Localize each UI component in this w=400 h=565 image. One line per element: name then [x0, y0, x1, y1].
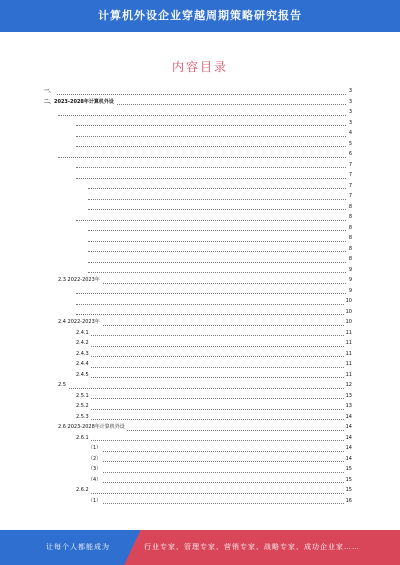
toc-entry-page: 12: [345, 382, 352, 388]
toc-entry-label: 2.4.2: [76, 340, 89, 346]
toc-entry[interactable]: [44, 191, 352, 202]
report-title: 计算机外设企业穿越周期策略研究报告: [98, 9, 302, 22]
toc-entry[interactable]: [44, 370, 352, 381]
toc-entry-page: 4: [348, 130, 352, 136]
toc-entry-page: 7: [348, 182, 352, 189]
toc-entry-label: 2.4.3: [76, 350, 89, 357]
toc-entry[interactable]: [44, 181, 352, 192]
toc-leader-dots: [88, 461, 346, 462]
toc-entry[interactable]: [44, 328, 352, 339]
toc-leader-dots: [88, 472, 346, 473]
toc-entry-page: 11: [345, 361, 352, 367]
toc-entry[interactable]: [44, 317, 352, 328]
toc-entry-page: 3: [348, 88, 352, 94]
toc-entry-page: 10: [345, 319, 352, 325]
toc-entry-page: 7: [348, 193, 352, 199]
toc-entry[interactable]: [44, 244, 352, 255]
toc-entry-label: 一、: [44, 88, 55, 94]
toc-leader-dots: [76, 440, 346, 441]
toc-entry-page: 15: [345, 466, 352, 472]
toc-leader-dots: [76, 377, 346, 378]
table-of-contents: [44, 86, 352, 506]
toc-entry-label: （4）: [88, 476, 102, 483]
toc-entry-page: 11: [345, 371, 352, 378]
toc-entry[interactable]: [44, 349, 352, 360]
toc-entry[interactable]: [44, 443, 352, 454]
toc-leader-dots: [58, 157, 346, 158]
toc-entry-label: 2.5.2: [76, 403, 89, 409]
toc-leader-dots: [88, 451, 346, 452]
toc-entry-page: 8: [348, 256, 352, 262]
toc-entry-label: 2.6.2: [76, 487, 89, 493]
toc-entry-label: 2.4.5: [76, 371, 89, 378]
toc-entry[interactable]: [44, 391, 352, 402]
toc-entry[interactable]: [44, 86, 352, 97]
toc-leader-dots: [76, 293, 346, 294]
toc-entry-page: 14: [345, 413, 352, 420]
toc-entry-label: 2.6 2023-2028年计算机外设: [58, 424, 125, 430]
toc-entry[interactable]: [44, 380, 352, 391]
toc-entry-page: 14: [345, 455, 352, 462]
toc-leader-dots: [76, 304, 346, 305]
toc-entry[interactable]: [44, 338, 352, 349]
toc-entry-page: 11: [345, 350, 352, 357]
toc-entry-page: 14: [345, 424, 352, 430]
toc-entry-page: 3: [348, 119, 352, 126]
toc-entry-page: 9: [348, 287, 352, 294]
toc-entry-page: 5: [348, 140, 352, 147]
toc-entry[interactable]: [44, 275, 352, 286]
toc-entry-page: 8: [348, 235, 352, 241]
toc-leader-dots: [76, 346, 346, 347]
toc-leader-dots: [76, 136, 346, 137]
toc-entry[interactable]: [44, 454, 352, 465]
toc-leader-dots: [88, 262, 346, 263]
toc-heading: 内容目录: [171, 60, 228, 74]
toc-entry[interactable]: [44, 296, 352, 307]
toc-leader-dots: [76, 419, 346, 420]
toc-entry[interactable]: [44, 202, 352, 213]
toc-leader-dots: [88, 251, 346, 252]
toc-entry-page: 6: [348, 151, 352, 157]
toc-entry-page: 8: [348, 203, 352, 210]
toc-entry-label: 2.5: [58, 382, 66, 388]
toc-entry-page: 13: [345, 403, 352, 409]
toc-entry[interactable]: [44, 485, 352, 496]
toc-entry-page: 14: [345, 445, 352, 451]
toc-entry-page: 3: [348, 109, 352, 115]
toc-entry[interactable]: [44, 118, 352, 129]
toc-entry-page: 10: [345, 298, 352, 304]
toc-leader-dots: [76, 367, 346, 368]
toc-entry[interactable]: [44, 464, 352, 475]
toc-entry[interactable]: [44, 212, 352, 223]
toc-entry[interactable]: [44, 422, 352, 433]
toc-entry-label: 2.4.4: [76, 361, 89, 367]
header-banner: [0, 0, 400, 32]
toc-entry-label: 2.4.1: [76, 329, 89, 336]
toc-entry-page: 3: [348, 98, 352, 105]
toc-entry[interactable]: [44, 160, 352, 171]
toc-leader-dots: [76, 167, 346, 168]
toc-leader-dots: [76, 125, 346, 126]
toc-entry[interactable]: [44, 170, 352, 181]
toc-leader-dots: [58, 388, 346, 389]
toc-entry[interactable]: [44, 286, 352, 297]
toc-entry[interactable]: [44, 496, 352, 507]
toc-leader-dots: [76, 335, 346, 336]
toc-entry[interactable]: [44, 254, 352, 265]
footer-banner: [0, 530, 400, 565]
toc-leader-dots: [76, 398, 346, 399]
toc-entry-label: （3）: [88, 466, 102, 472]
toc-leader-dots: [88, 272, 346, 273]
toc-leader-dots: [76, 314, 346, 315]
toc-entry-page: 14: [345, 434, 352, 441]
toc-entry-label: 2.6.1: [76, 434, 89, 441]
toc-entry[interactable]: [44, 359, 352, 370]
toc-leader-dots: [88, 199, 346, 200]
toc-entry-page: 15: [345, 476, 352, 483]
toc-entry-page: 11: [345, 340, 352, 346]
toc-entry[interactable]: [44, 128, 352, 139]
footer-tagline: 行业专家、管理专家、营销专家、战略专家、成功企业家……: [144, 543, 360, 551]
toc-entry-label: （1）: [88, 445, 102, 451]
toc-leader-dots: [88, 188, 346, 189]
toc-entry-page: 15: [345, 487, 352, 493]
toc-entry[interactable]: [44, 412, 352, 423]
toc-entry-page: 7: [348, 172, 352, 178]
toc-leader-dots: [88, 241, 346, 242]
toc-leader-dots: [88, 209, 346, 210]
toc-entry-label: （1）: [88, 497, 102, 504]
toc-entry-label: 二、2023-2028年计算机外设: [44, 98, 114, 105]
toc-entry[interactable]: [44, 401, 352, 412]
toc-leader-dots: [88, 503, 346, 504]
toc-entry-page: 8: [348, 245, 352, 252]
toc-leader-dots: [88, 482, 346, 483]
toc-leader-dots: [44, 94, 346, 95]
toc-leader-dots: [76, 356, 346, 357]
toc-entry[interactable]: [44, 265, 352, 276]
toc-entry-page: 11: [345, 329, 352, 336]
toc-entry[interactable]: [44, 433, 352, 444]
toc-entry-page: 16: [345, 497, 352, 504]
toc-entry-page: 8: [348, 224, 352, 231]
toc-entry-label: 2.5.3: [76, 413, 89, 420]
toc-entry-page: 9: [348, 266, 352, 273]
toc-leader-dots: [76, 220, 346, 221]
toc-entry-page: 8: [348, 214, 352, 220]
toc-entry-label: （2）: [88, 455, 102, 462]
toc-entry[interactable]: [44, 475, 352, 486]
toc-entry-label: 2.4 2022-2023年: [58, 319, 100, 325]
toc-entry[interactable]: [44, 307, 352, 318]
toc-entry[interactable]: [44, 223, 352, 234]
toc-entry-page: 7: [348, 161, 352, 168]
footer-slogan: 让每个人都能成为: [46, 543, 110, 551]
toc-leader-dots: [76, 493, 346, 494]
toc-leader-dots: [76, 178, 346, 179]
toc-leader-dots: [58, 115, 346, 116]
toc-entry-page: 13: [345, 392, 352, 399]
toc-entry[interactable]: [44, 139, 352, 150]
toc-entry[interactable]: [44, 97, 352, 108]
toc-leader-dots: [76, 146, 346, 147]
toc-leader-dots: [76, 409, 346, 410]
toc-entry-label: 2.5.1: [76, 392, 89, 399]
toc-leader-dots: [88, 230, 346, 231]
toc-entry-label: 2.3 2022-2023年: [58, 277, 100, 283]
toc-entry[interactable]: [44, 233, 352, 244]
toc-entry[interactable]: [44, 107, 352, 118]
toc-entry-page: 10: [345, 308, 352, 315]
toc-entry[interactable]: [44, 149, 352, 160]
toc-entry-page: 9: [348, 277, 352, 283]
